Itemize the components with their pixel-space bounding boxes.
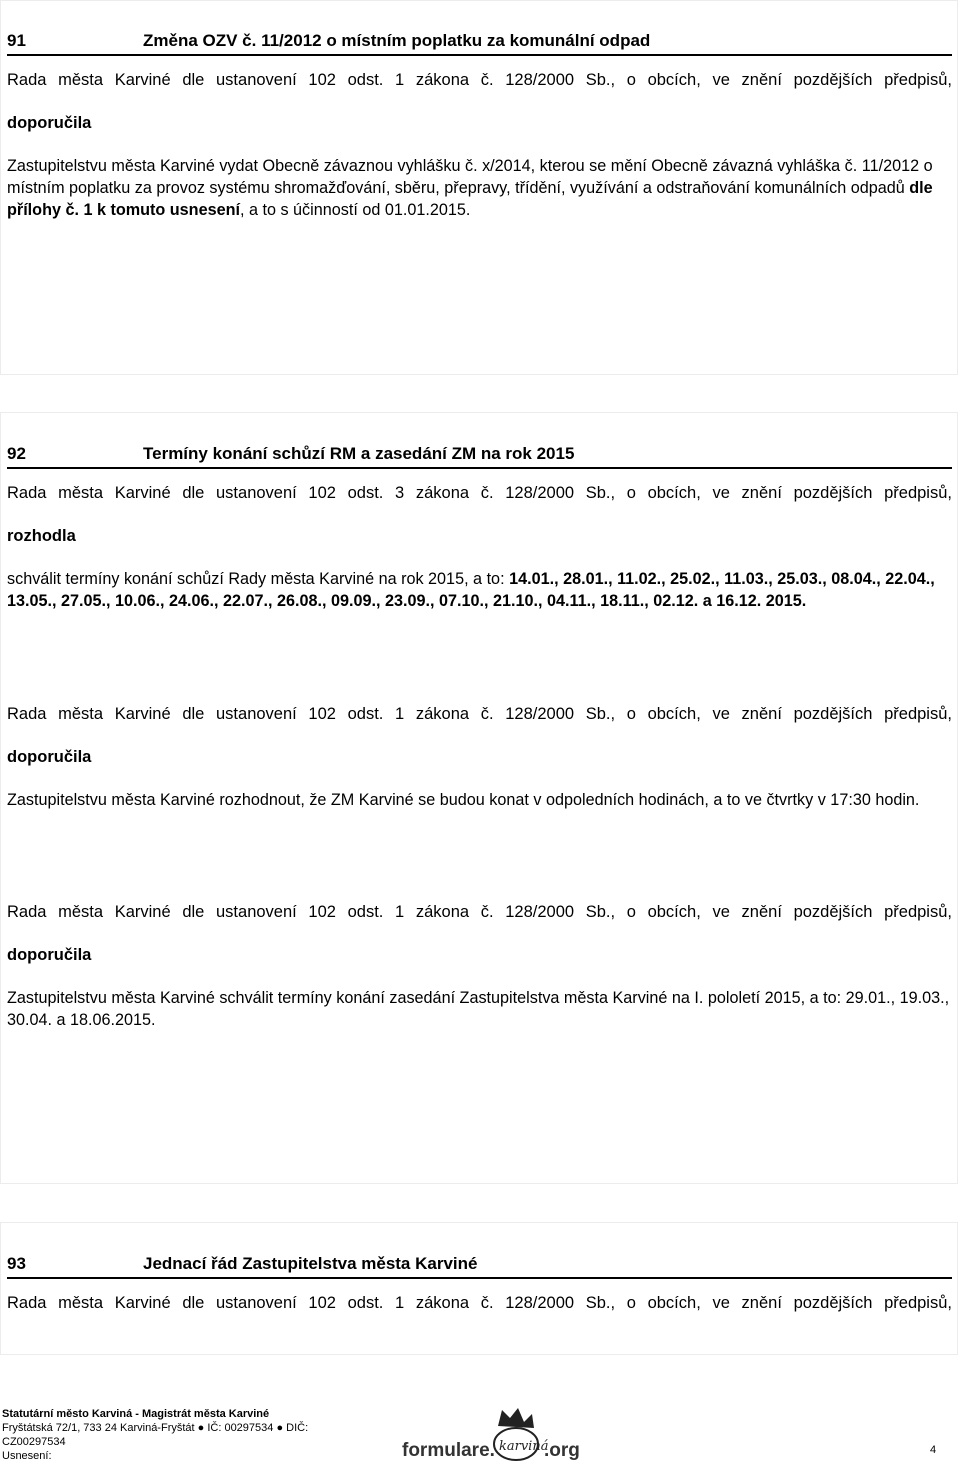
- resolution-text: Zastupitelstvu města Karviné rozhodnout, že ZM Karviné se budou konat v odpoledních hodinách, a to ve čtvrtky v 17:30 hodin.: [7, 791, 920, 809]
- rada-clause: Rada města Karviné dle ustanovení 102 odst. 1 zákona č. 128/2000 Sb., o obcích, ve znění pozdějších předpisů,: [7, 903, 952, 921]
- resolution-verb: doporučila: [7, 748, 92, 766]
- rada-clause: Rada města Karviné dle ustanovení 102 odst. 1 zákona č. 128/2000 Sb., o obcích, ve znění pozdějších předpisů,: [7, 71, 952, 89]
- rada-clause: Rada města Karviné dle ustanovení 102 odst. 1 zákona č. 128/2000 Sb., o obcích, ve znění pozdějších předpisů,: [7, 1294, 952, 1312]
- resolution-verb: doporučila: [7, 114, 92, 132]
- rada-clause: Rada města Karviné dle ustanovení 102 odst. 3 zákona č. 128/2000 Sb., o obcích, ve znění pozdějších předpisů,: [7, 484, 952, 502]
- item-number: 93: [7, 1254, 26, 1273]
- item-92-header: [7, 443, 952, 469]
- attachment-reference: dle přílohy č. 1 k tomuto usnesení: [7, 179, 933, 219]
- footer-label: Usnesení:: [2, 1450, 52, 1462]
- rada-clause: Rada města Karviné dle ustanovení 102 odst. 1 zákona č. 128/2000 Sb., o obcích, ve znění pozdějších předpisů,: [7, 705, 952, 723]
- footer-info: [2, 1407, 332, 1463]
- formulare-karvina-logo: [400, 1404, 615, 1469]
- resolution-text: Zastupitelstvu města Karviné schválit termíny konání zasedání Zastupitelstva města Karviné na I. pololetí 2015, a to: 29.01., 19.03., 30.04. a 18.06.2015.: [7, 989, 950, 1029]
- footer-address: Fryštátská 72/1, 733 24 Karviná-Fryštát ● IČ: 00297534 ● DIČ:: [2, 1422, 309, 1434]
- item-title: Jednací řád Zastupitelstva města Karviné: [143, 1254, 478, 1273]
- meeting-dates: 14.01., 28.01., 11.02., 25.02., 11.03., 25.03., 08.04., 22.04., 13.05., 27.05., 10.06., 24.06., 22.07., 26.08., 09.09., 23.09., 07.10., 21.10., 04.11., 18.11., 02.12. a 16.12. 2015.: [7, 570, 935, 610]
- logo-text-mid: karviná: [499, 1439, 549, 1454]
- item-number: 91: [7, 31, 26, 50]
- item-number: 92: [7, 444, 26, 463]
- logo-graphic: [400, 1404, 615, 1464]
- page-number: 4: [930, 1444, 937, 1456]
- footer-organization: Statutární město Karviná - Magistrát města Karviné: [2, 1408, 270, 1420]
- resolution-text: schválit termíny konání schůzí Rady města Karviné na rok 2015, a to: 14.01., 28.01., 11.02., 25.02., 11.03., 25.03., 08.04., 22.04., 13.05., 27.05., 10.06., 24.06., 22.07., 26.08., 09.09., 23.09., 07.10., 21.10., 04.11., 18.11., 02.12. a 16.12. 2015.: [7, 570, 935, 610]
- item-93-box: [0, 1222, 958, 1355]
- item-93-header: [7, 1253, 952, 1279]
- item-title: Změna OZV č. 11/2012 o místním poplatku za komunální odpad: [143, 31, 651, 50]
- item-title: Termíny konání schůzí RM a zasedání ZM na rok 2015: [143, 444, 575, 463]
- logo-text-right: .org: [544, 1440, 580, 1461]
- logo-crown-icon: [498, 1408, 534, 1428]
- logo-text-left: formulare.: [402, 1440, 495, 1461]
- resolution-text: Zastupitelstvu města Karviné vydat Obecně závaznou vyhlášku č. x/2014, kterou se mění Obecně závazná vyhláška č. 11/2012 o místním poplatku za provoz systému shromažďování, sběru, přepravy, třídění, využívání a odstraňování komunálních odpadů dle přílohy č. 1 k tomuto usnesení, a to s účinností od 01.01.2015.: [7, 157, 933, 219]
- footer-dic: CZ00297534: [2, 1436, 66, 1448]
- resolution-verb: doporučila: [7, 946, 92, 964]
- resolution-verb: rozhodla: [7, 527, 76, 545]
- item-91-header: [7, 30, 952, 56]
